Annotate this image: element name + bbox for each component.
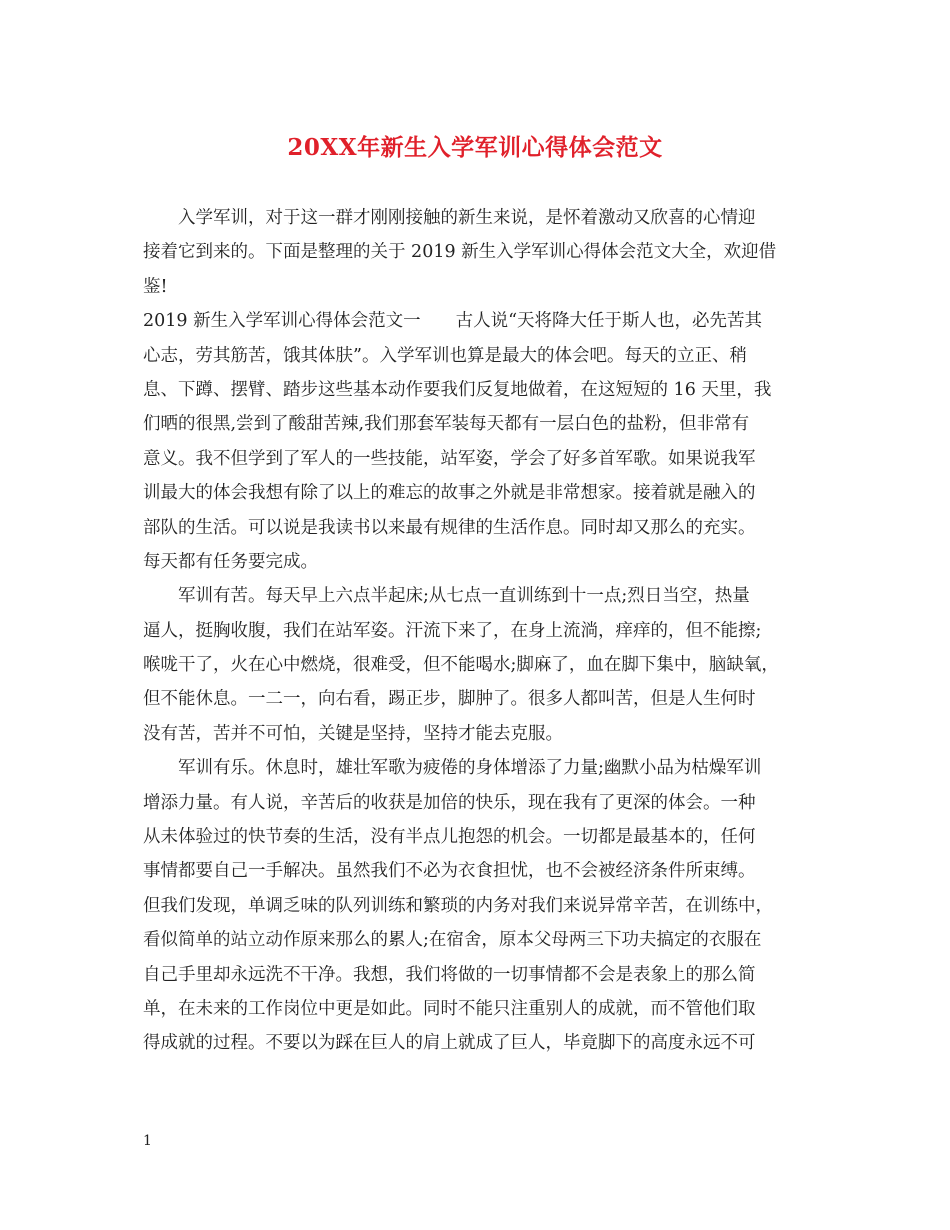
text-line: 入学军训，对于这一群才刚刚接触的新生来说，是怀着激动又欣喜的心情迎 (178, 208, 756, 228)
text-line: 接着它到来的。下面是整理的关于 2019 新生入学军训心得体会范文大全，欢迎借 (143, 242, 777, 263)
text-line: 心志，劳其筋苦，饿其体肤”。入学军训也算是最大的体会吧。每天的立正、稍 (143, 345, 747, 366)
text-line: 每天都有任务要完成。 (143, 551, 318, 572)
text-line: 训最大的体会我想有除了以上的难忘的故事之外就是非常想家。接着就是融入的 (143, 483, 756, 504)
text-line: 看似简单的站立动作原来那么的累人;在宿舍，原本父母两三下功夫搞定的衣服在 (143, 930, 762, 951)
text-line: 鉴! (143, 276, 168, 297)
text-line: 自己手里却永远洗不干净。我想，我们将做的一切事情都不会是表象上的那么简 (143, 964, 756, 985)
text-line: 事情都要自己一手解决。虽然我们不必为衣食担忧，也不会被经济条件所束缚。 (143, 861, 756, 882)
text-line: 意义。我不但学到了军人的一些技能，站军姿，学会了好多首军歌。如果说我军 (143, 448, 756, 469)
document-body (143, 201, 813, 1061)
text-line: 从未体验过的快节奏的生活，没有半点儿抱怨的机会。一切都是最基本的，任何 (143, 827, 756, 848)
text-line: 单，在未来的工作岗位中更是如此。同时不能只注重别人的成就，而不管他们取 (143, 998, 756, 1019)
text-line: 军训有苦。每天早上六点半起床;从七点一直训练到十一点;烈日当空，热量 (178, 586, 750, 607)
text-line: 没有苦，苦并不可怕，关键是坚持，坚持才能去克服。 (143, 723, 563, 744)
text-line: 但我们发现，单调乏味的队列训练和繁琐的内务对我们来说异常辛苦，在训练中， (143, 895, 773, 916)
document-title: 20XX年新生入学军训心得体会范文 (287, 134, 663, 161)
text-line: 军训有乐。休息时，雄壮军歌为疲倦的身体增添了力量;幽默小品为枯燥军训 (178, 758, 762, 779)
page-number: 1 (143, 1133, 152, 1149)
text-line: 逼人，挺胸收腹，我们在站军姿。汗流下来了，在身上流淌，痒痒的，但不能擦; (143, 620, 762, 641)
text-line: 部队的生活。可以说是我读书以来最有规律的生活作息。同时却又那么的充实。 (143, 517, 756, 538)
text-line: 2019 新生入学军训心得体会范文一 古人说“天将降大任于斯人也，必先苦其 (143, 311, 763, 332)
text-line: 息、下蹲、摆臂、踏步这些基本动作要我们反复地做着，在这短短的 16 天里，我 (143, 379, 772, 400)
text-line: 增添力量。有人说，辛苦后的收获是加倍的快乐，现在我有了更深的体会。一种 (143, 792, 756, 813)
text-line: 喉咙干了，火在心中燃烧，很难受，但不能喝水;脚麻了，血在脚下集中，脑缺氧， (143, 655, 779, 676)
text-line: 们晒的很黑,尝到了酸甜苦辣,我们那套军装每天都有一层白色的盐粉，但非常有 (143, 414, 750, 435)
text-line: 得成就的过程。不要以为踩在巨人的肩上就成了巨人，毕竟脚下的高度永远不可 (143, 1033, 756, 1054)
text-line: 但不能休息。一二一，向右看，踢正步，脚肿了。很多人都叫苦，但是人生何时 (143, 689, 756, 710)
